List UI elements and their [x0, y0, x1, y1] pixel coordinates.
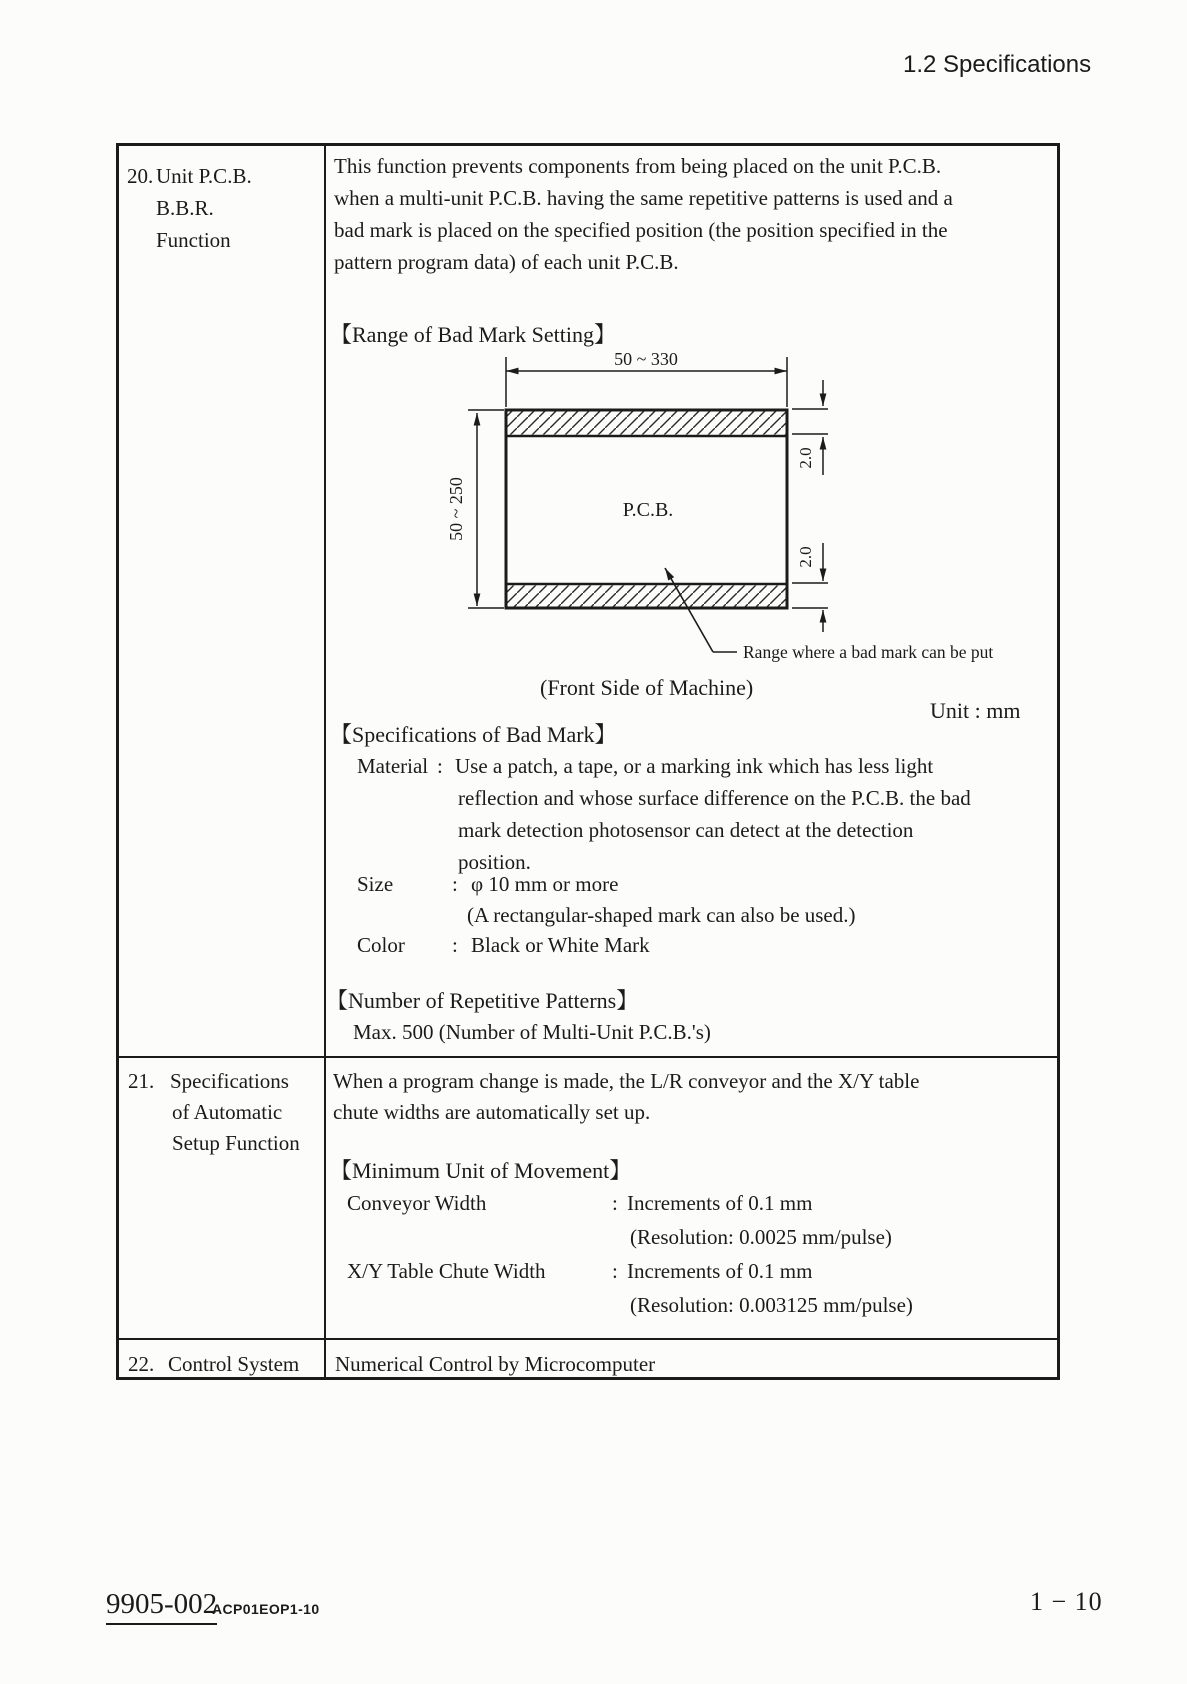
leader-arrow: [665, 568, 713, 652]
material-colon: :: [437, 754, 443, 778]
pcb-label: P.C.B.: [622, 499, 674, 521]
row-21-title-line: Specifications: [170, 1069, 289, 1093]
row-divider-21-22: [119, 1338, 1057, 1340]
color-colon: :: [452, 933, 458, 957]
unit-note: Unit : mm: [930, 698, 1021, 723]
size-colon: :: [452, 872, 458, 896]
size-value: φ 10 mm or more: [471, 872, 619, 896]
material-line: Use a patch, a tape, or a marking ink which has less light: [455, 754, 934, 778]
column-divider: [324, 146, 326, 1377]
dim-height-ticks: [468, 410, 504, 608]
dim-width-label: 50 ~ 330: [614, 349, 678, 369]
dim-bottom-margin-label: 2.0: [796, 546, 815, 568]
dim-height-label: 50 ~ 250: [446, 477, 466, 541]
movement-heading: 【Minimum Unit of Movement】: [330, 1158, 632, 1183]
row-20-description-line: bad mark is placed on the specified position (the position specified in the: [334, 218, 948, 242]
row-22-title: Control System: [168, 1352, 300, 1376]
row-21-description-line: chute widths are automatically set up.: [333, 1100, 651, 1124]
movement-item-label: X/Y Table Chute Width: [347, 1259, 546, 1283]
patterns-heading: 【Number of Repetitive Patterns】: [326, 988, 639, 1013]
leader-label: Range where a bad mark can be put: [743, 642, 994, 662]
row-20-title-line: B.B.R.: [156, 196, 214, 220]
row-21-number: 21.: [128, 1069, 155, 1093]
row-20-description-line: pattern program data) of each unit P.C.B.: [334, 250, 679, 274]
size-label: Size: [357, 872, 394, 896]
movement-item-value: Increments of 0.1 mm: [627, 1259, 813, 1283]
diagram-caption: (Front Side of Machine): [540, 675, 754, 700]
row-divider-20-21: [119, 1056, 1057, 1058]
bad-mark-heading: 【Specifications of Bad Mark】: [330, 722, 617, 747]
color-value: Black or White Mark: [471, 933, 650, 957]
material-label: Material: [357, 754, 429, 778]
size-note: (A rectangular-shaped mark can also be used.): [467, 903, 856, 927]
movement-item-note: (Resolution: 0.003125 mm/pulse): [630, 1293, 913, 1317]
row-20-description-line: when a multi-unit P.C.B. having the same repetitive patterns is used and a: [334, 186, 953, 210]
row-20-title-line: Unit P.C.B.: [156, 164, 252, 188]
movement-item-colon: :: [612, 1259, 618, 1283]
material-line: mark detection photosensor can detect at the detection: [458, 818, 914, 842]
patterns-value: Max. 500 (Number of Multi-Unit P.C.B.'s): [353, 1020, 711, 1044]
dim-top-margin-label: 2.0: [796, 447, 815, 469]
row-21-title-line: Setup Function: [172, 1131, 300, 1155]
hatch-band-bottom: [508, 586, 786, 607]
movement-item-colon: :: [612, 1191, 618, 1215]
movement-item-note: (Resolution: 0.0025 mm/pulse): [630, 1225, 892, 1249]
color-label: Color: [357, 933, 405, 957]
movement-item-value: Increments of 0.1 mm: [627, 1191, 813, 1215]
material-line: reflection and whose surface difference on the P.C.B. the bad: [458, 786, 971, 810]
pcb-diagram: [440, 340, 1060, 672]
row-21-description-line: When a program change is made, the L/R conveyor and the X/Y table: [333, 1069, 920, 1093]
footer-doc-number: 9905-002: [106, 1586, 217, 1625]
footer-page-number: 1 − 10: [1030, 1587, 1103, 1616]
row-22-value: Numerical Control by Microcomputer: [335, 1352, 656, 1376]
row-20-description-line: This function prevents components from being placed on the unit P.C.B.: [334, 154, 942, 178]
range-setting-heading: 【Range of Bad Mark Setting】: [330, 322, 616, 347]
row-22-number: 22.: [128, 1352, 155, 1376]
material-line: position.: [458, 850, 531, 874]
row-21-title-line: of Automatic: [172, 1100, 283, 1124]
row-20-title-line: Function: [156, 228, 231, 252]
footer-doc-code: ACP01EOP1-10: [212, 1601, 320, 1617]
row-20-number: 20.: [127, 164, 154, 188]
movement-item-label: Conveyor Width: [347, 1191, 487, 1215]
section-header: 1.2 Specifications: [903, 51, 1092, 78]
hatch-band-top: [508, 412, 786, 435]
